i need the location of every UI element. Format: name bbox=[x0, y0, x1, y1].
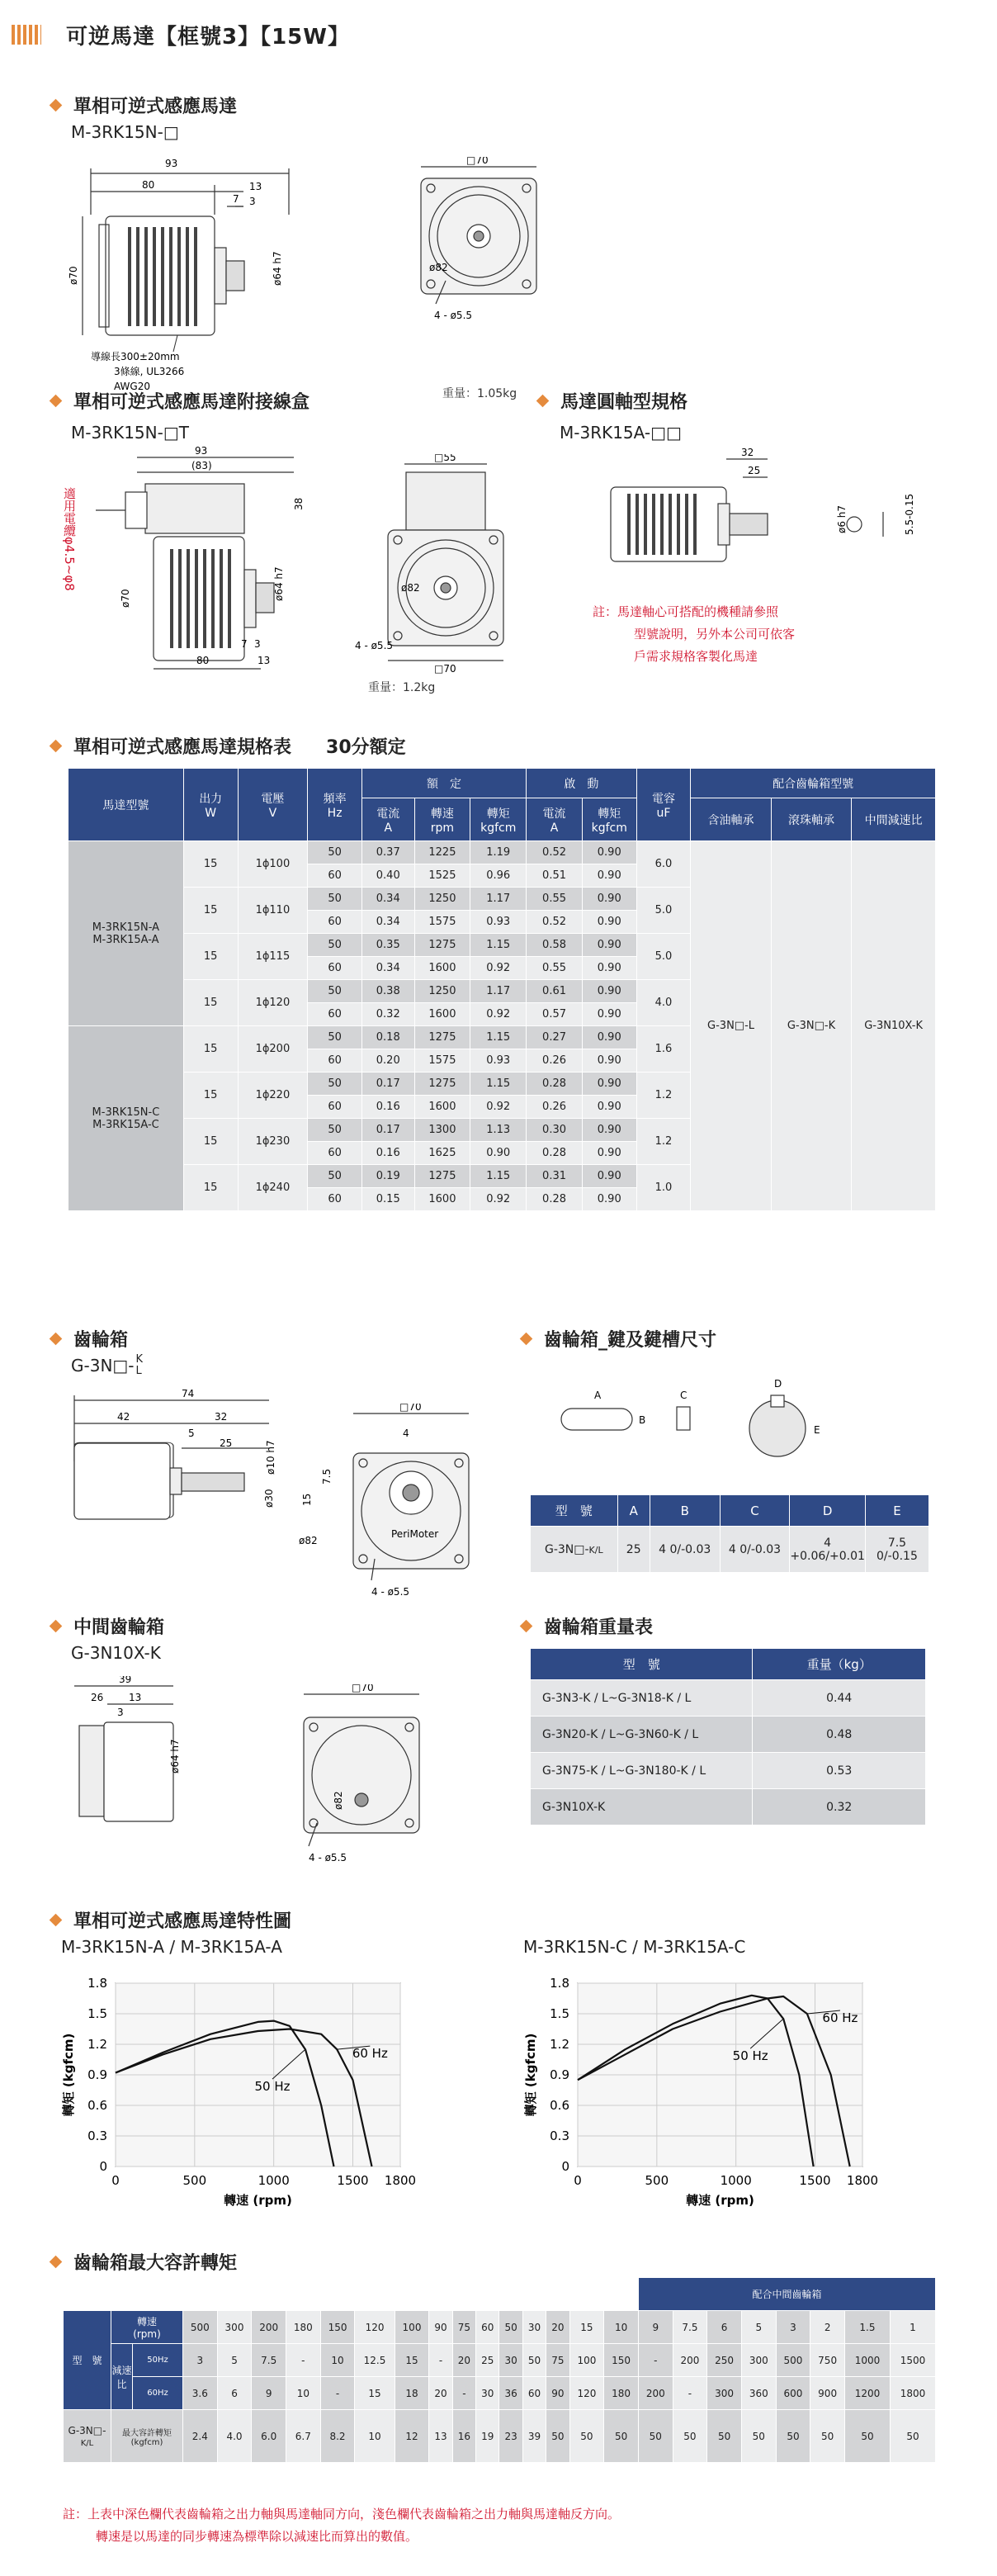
diamond-icon bbox=[50, 1914, 63, 1927]
dim-hole: 4 - ø5.5 bbox=[371, 1586, 410, 1598]
dim-39: 39 bbox=[119, 1676, 132, 1685]
dim-25: 25 bbox=[220, 1437, 233, 1449]
key-table: 型 號 A B C D E G-3N□-K/L 25 4 0/-0.03 4 0/-0.03 4 +0.06/+0.01 7.5 0/-0.15 bbox=[530, 1494, 929, 1573]
dim-93: 93 bbox=[165, 158, 178, 169]
col-cap: 電容 uF bbox=[636, 769, 691, 841]
spec-model-group: M-3RK15N-A M-3RK15A-A bbox=[69, 841, 184, 1026]
motor-side-drawing bbox=[50, 149, 421, 396]
y-tick-label: 0.3 bbox=[550, 2129, 569, 2143]
dim-7: 7 bbox=[233, 193, 239, 205]
key-drawing bbox=[553, 1371, 850, 1478]
chart-1 bbox=[58, 1965, 454, 2213]
section-title-mid-gearbox: 中間齒輪箱 bbox=[51, 1613, 164, 1639]
spec-row: 60 0.34 1575 0.93 0.52 0.90 bbox=[69, 911, 936, 934]
x-tick-label: 1800 bbox=[846, 2173, 879, 2188]
dim-phi82: ø82 bbox=[429, 262, 448, 273]
diamond-icon bbox=[50, 99, 63, 112]
round-shaft-note: 註：馬達軸心可搭配的機種請參照 型號說明，另外本公司可依客 戶需求規格客製化馬達 bbox=[593, 604, 796, 664]
spec-model-group: M-3RK15N-C M-3RK15A-C bbox=[69, 1026, 184, 1211]
y-tick-label: 0.3 bbox=[87, 2129, 107, 2143]
chart-1-title: M-3RK15N-A / M-3RK15A-A bbox=[61, 1937, 282, 1957]
motor-front-drawing bbox=[388, 157, 578, 363]
torque-row: 減速比 50Hz 3 5 7.5 - 10 12.5 15 - 20 25 30 50 75 100 150 - 200 250 300 500 750 1000 1500 bbox=[64, 2344, 936, 2377]
x-tick-label: 500 bbox=[182, 2173, 207, 2188]
mid-gearbox-side-drawing bbox=[58, 1676, 223, 1833]
section-title-gearbox: 齒輪箱 bbox=[51, 1326, 128, 1352]
wire-line-2: 3條線, UL3266 bbox=[114, 366, 185, 377]
brand-logo: PeriMoter bbox=[391, 1528, 439, 1540]
weight-row: G-3N75-K / L~G-3N180-K / L 0.53 bbox=[531, 1753, 926, 1789]
dim-80: 80 bbox=[196, 655, 210, 666]
dim-5: 5 bbox=[188, 1428, 195, 1439]
torque-row: G-3N□-K/L 最大容許轉矩 (kgfcm) 2.4 4.0 6.0 6.7 8.2 10 12 13 16 19 23 39 50 50 50 50 50 50 50 50 50 50 50 bbox=[64, 2410, 936, 2463]
footnote: 註：上表中深色欄代表齒輪箱之出力軸與馬達軸同方向，淺色欄代表齒輪箱之出力軸與馬達軸反方向。 轉速是以馬達的同步轉速為標準除以減速比而算出的數值。 bbox=[63, 2507, 621, 2544]
dim-sq70: □70 bbox=[434, 663, 456, 675]
gearbox-model: G-3N□- K L bbox=[71, 1353, 144, 1377]
dim-32: 32 bbox=[215, 1411, 228, 1423]
y-tick-label: 0 bbox=[99, 2159, 107, 2174]
header-bars-icon bbox=[12, 25, 41, 45]
motor-box-side-drawing bbox=[46, 446, 310, 677]
x-axis-label: 轉速 (rpm) bbox=[224, 2193, 292, 2208]
dim-phi6: ø6 h7 bbox=[836, 504, 848, 533]
spec-row: 60 0.15 1600 0.92 0.28 0.90 bbox=[69, 1188, 936, 1211]
spec-row: 15 1ϕ115 50 0.35 1275 1.15 0.58 0.90 5.0 bbox=[69, 934, 936, 957]
round-shaft-model: M-3RK15A-□□ bbox=[560, 423, 682, 443]
section-title-curves: 單相可逆式感應馬達特性圖 bbox=[51, 1907, 291, 1933]
x-tick-label: 500 bbox=[645, 2173, 669, 2188]
y-tick-label: 0.9 bbox=[87, 2067, 107, 2082]
key-label-b: B bbox=[639, 1414, 646, 1426]
diamond-icon bbox=[50, 740, 63, 753]
spec-row: 60 0.16 1600 0.92 0.26 0.90 bbox=[69, 1096, 936, 1119]
col-volt: 電壓 V bbox=[238, 769, 308, 841]
dim-25: 25 bbox=[748, 465, 761, 476]
diamond-icon bbox=[536, 395, 550, 408]
y-tick-label: 0.6 bbox=[87, 2098, 107, 2113]
torque-row: 配合中間齒輪箱 bbox=[64, 2278, 936, 2311]
dim-13: 13 bbox=[129, 1692, 142, 1703]
section-title-weight: 齒輪箱重量表 bbox=[522, 1613, 653, 1639]
col-freq: 頻率 Hz bbox=[308, 769, 362, 841]
dim-phi82: ø82 bbox=[333, 1791, 344, 1810]
spec-gear-cell: G-3N□-L bbox=[691, 841, 771, 1211]
weight-table: 型 號 重量（kg） G-3N3-K / L~G-3N18-K / L 0.44 G-3N20-K / L~G-3N60-K / L 0.48 G-3N75-K / L~G-3N180-K / L 0.53 G-3N10X-K 0.32 bbox=[530, 1648, 926, 1825]
torque-row: 60Hz 3.6 6 9 10 - 15 18 20 - 30 36 60 90 120 180 200 - 300 360 600 900 1200 1800 bbox=[64, 2377, 936, 2410]
dim-phi64: ø64 h7 bbox=[169, 1739, 181, 1773]
dim-3: 3 bbox=[254, 638, 261, 650]
dim-7: 7 bbox=[241, 638, 248, 650]
dim-13: 13 bbox=[258, 655, 271, 666]
dim-13: 13 bbox=[249, 181, 262, 192]
diamond-icon bbox=[50, 1333, 63, 1346]
dim-phi82: ø82 bbox=[401, 582, 420, 594]
dim-3: 3 bbox=[117, 1707, 124, 1718]
motor-box-weight: 重量：1.2kg bbox=[368, 681, 436, 694]
y-tick-label: 0.6 bbox=[550, 2098, 569, 2113]
y-tick-label: 1.2 bbox=[87, 2037, 107, 2052]
dim-26: 26 bbox=[91, 1692, 104, 1703]
y-tick-label: 0.9 bbox=[550, 2067, 569, 2082]
col-start: 啟 動 bbox=[527, 769, 636, 798]
dim-phi64: ø64 h7 bbox=[273, 566, 285, 601]
torque-table bbox=[63, 2277, 936, 2463]
key-label-d: D bbox=[774, 1378, 782, 1390]
diamond-icon bbox=[50, 2256, 63, 2269]
gearbox-front-drawing bbox=[295, 1404, 510, 1602]
col-rated: 額 定 bbox=[361, 769, 526, 798]
dim-phi64: ø64 h7 bbox=[272, 251, 283, 286]
x-tick-label: 1800 bbox=[384, 2173, 417, 2188]
spec-row: 60 0.40 1525 0.96 0.51 0.90 bbox=[69, 864, 936, 888]
spec-row: 15 1ϕ120 50 0.38 1250 1.17 0.61 0.90 4.0 bbox=[69, 980, 936, 1003]
weight-row: G-3N3-K / L~G-3N18-K / L 0.44 bbox=[531, 1680, 926, 1717]
dim-4: 4 bbox=[403, 1428, 409, 1439]
y-axis-label: 轉矩 (kgfcm) bbox=[523, 2033, 538, 2117]
spec-row: 60 0.34 1600 0.92 0.55 0.90 bbox=[69, 957, 936, 980]
dim-sq70: □70 bbox=[352, 1684, 374, 1693]
dim-hole: 4 - ø5.5 bbox=[434, 310, 473, 321]
dim-83: (83) bbox=[191, 460, 212, 471]
y-tick-label: 1.5 bbox=[87, 2006, 107, 2021]
spec-row: 15 1ϕ240 50 0.19 1275 1.15 0.31 0.90 1.0 bbox=[69, 1165, 936, 1188]
chart-2 bbox=[520, 1965, 916, 2213]
spec-row: 60 0.16 1625 0.90 0.28 0.90 bbox=[69, 1142, 936, 1165]
spec-row: 15 1ϕ230 50 0.17 1300 1.13 0.30 0.90 1.2 bbox=[69, 1119, 936, 1142]
dim-74: 74 bbox=[182, 1388, 195, 1399]
diamond-icon bbox=[520, 1333, 533, 1346]
spec-row: 60 0.20 1575 0.93 0.26 0.90 bbox=[69, 1049, 936, 1073]
series-label: 60 Hz bbox=[822, 2010, 858, 2025]
spec-gear-cell: G-3N10X-K bbox=[852, 841, 936, 1211]
weight-row: G-3N10X-K 0.32 bbox=[531, 1789, 926, 1825]
key-label-c: C bbox=[680, 1390, 688, 1401]
dim-phi82: ø82 bbox=[299, 1535, 318, 1546]
spec-row: M-3RK15N-A M-3RK15A-A 15 1ϕ100 50 0.37 1225 1.19 0.52 0.90 6.0 G-3N□-L G-3N□-K G-3N10X-K bbox=[69, 841, 936, 864]
round-shaft-drawing bbox=[594, 446, 924, 570]
y-tick-label: 0 bbox=[561, 2159, 569, 2174]
spec-row: M-3RK15N-C M-3RK15A-C 15 1ϕ200 50 0.18 1275 1.15 0.27 0.90 1.6 bbox=[69, 1026, 936, 1049]
key-label-a: A bbox=[594, 1390, 602, 1401]
dim-phi70: ø70 bbox=[68, 266, 79, 285]
motor-model: M-3RK15N-□ bbox=[71, 122, 179, 142]
motor-weight: 重量：1.05kg bbox=[442, 387, 517, 400]
dim-32: 32 bbox=[741, 447, 754, 458]
dim-15: 15 bbox=[301, 1493, 313, 1506]
weight-row: G-3N20-K / L~G-3N60-K / L 0.48 bbox=[531, 1717, 926, 1753]
series-label: 50 Hz bbox=[732, 2048, 768, 2064]
dim-75: 7.5 bbox=[321, 1468, 333, 1485]
page-header bbox=[12, 18, 350, 51]
page-title: 可逆馬達【框號3】【15W】 bbox=[66, 24, 350, 50]
spec-table: 馬達型號 出力 W 電壓 V 頻率 Hz 額 定 啟 動 電容 uF 配合齒輪箱型號 電流 A 轉速 rpm 轉矩 kgfcm 電流 A 轉矩 kgfcm 含油軸承 滾珠軸承 中間減速比 M-3RK15N-A M-3RK15A-A 15 1ϕ100 50 0.37 1225 1.19 0.52 0.90 6.0 G-3N□-L G-3N□-K G-3N10X-K 60 0.40 1525 0.96 0.51 0.90 15 1ϕ110 50 0.34 1250 1.17 0.55 0.90 5.0 60 0.34 1575 0.93 0.52 0.90 15 1ϕ115 50 0.35 1275 1.15 0.58 0.90 5.0 60 0.34 1600 0.92 0.55 0.90 15 1ϕ120 50 0.38 1250 1.17 0.61 0.90 4.0 60 0.32 1600 0.92 0.57 0.90 M-3RK15N-C M-3RK15A-C 15 1ϕ200 50 0.18 1275 1.15 0.27 0.90 1.6 60 0.20 1575 0.93 0.26 0.90 15 1ϕ220 50 0.17 1275 1.15 0.28 0.90 1.2 60 0.16 1600 0.92 0.26 0.90 15 1ϕ230 50 0.17 1300 1.13 0.30 0.90 1.2 60 0.16 1625 0.90 0.28 0.90 15 1ϕ240 50 0.19 1275 1.15 0.31 0.90 1.0 60 0.15 1600 0.92 0.28 0.90 bbox=[68, 768, 936, 1211]
torque-row: 型 號 轉速 (rpm) 500 300 200 180 150 120 100 90 75 60 50 30 20 15 10 9 7.5 6 5 3 2 1.5 1 bbox=[64, 2311, 936, 2344]
diamond-icon bbox=[50, 1620, 63, 1633]
y-tick-label: 1.8 bbox=[87, 1976, 107, 1991]
section-title-spec: 單相可逆式感應馬達規格表 30分額定 bbox=[51, 733, 406, 759]
y-tick-label: 1.8 bbox=[550, 1976, 569, 1991]
wire-line-1: 導線長300±20mm bbox=[91, 351, 180, 362]
wire-line-3: AWG20 bbox=[114, 381, 150, 392]
dim-55: 5.5-0.15 bbox=[904, 493, 915, 535]
dim-sq70: □70 bbox=[466, 157, 489, 166]
series-label: 60 Hz bbox=[352, 2046, 388, 2062]
gearbox-side-drawing bbox=[58, 1387, 305, 1560]
diamond-icon bbox=[50, 395, 63, 408]
x-tick-label: 1000 bbox=[720, 2173, 752, 2188]
x-tick-label: 1000 bbox=[258, 2173, 290, 2188]
x-tick-label: 1500 bbox=[337, 2173, 369, 2188]
dim-hole: 4 - ø5.5 bbox=[309, 1852, 347, 1863]
dim-38: 38 bbox=[293, 497, 305, 510]
mid-gearbox-front-drawing bbox=[281, 1684, 479, 1874]
dim-phi70: ø70 bbox=[120, 589, 131, 608]
x-axis-label: 轉速 (rpm) bbox=[686, 2193, 754, 2208]
dim-80: 80 bbox=[142, 179, 155, 191]
key-label-e: E bbox=[814, 1424, 820, 1436]
section-title-torque: 齒輪箱最大容許轉矩 bbox=[51, 2249, 237, 2275]
section-title-round-shaft: 馬達圓軸型規格 bbox=[538, 388, 688, 414]
y-axis-label: 轉矩 (kgfcm) bbox=[61, 2033, 76, 2117]
cable-note: 適用電纜φ4.5~φ8 bbox=[62, 487, 77, 591]
motor-box-model: M-3RK15N-□T bbox=[71, 423, 189, 443]
x-tick-label: 0 bbox=[111, 2173, 120, 2188]
chart-2-title: M-3RK15N-C / M-3RK15A-C bbox=[523, 1937, 746, 1957]
dim-phi30: ø30 bbox=[263, 1489, 275, 1508]
spec-gear-cell: G-3N□-K bbox=[771, 841, 851, 1211]
series-label: 50 Hz bbox=[254, 2079, 291, 2095]
col-model: 馬達型號 bbox=[69, 769, 184, 841]
section-title-motor-box: 單相可逆式感應馬達附接線盒 bbox=[51, 388, 309, 414]
dim-hole: 4 - ø5.5 bbox=[355, 640, 394, 651]
dim-phi10: ø10 h7 bbox=[265, 1440, 276, 1475]
mid-gearbox-model: G-3N10X-K bbox=[71, 1643, 161, 1663]
y-tick-label: 1.2 bbox=[550, 2037, 569, 2052]
spec-row: 15 1ϕ110 50 0.34 1250 1.17 0.55 0.90 5.0 bbox=[69, 888, 936, 911]
y-tick-label: 1.5 bbox=[550, 2006, 569, 2021]
dim-3: 3 bbox=[249, 196, 256, 207]
dim-93: 93 bbox=[195, 446, 208, 457]
spec-row: 15 1ϕ220 50 0.17 1275 1.15 0.28 0.90 1.2 bbox=[69, 1073, 936, 1096]
spec-row: 60 0.32 1600 0.92 0.57 0.90 bbox=[69, 1003, 936, 1026]
x-tick-label: 1500 bbox=[799, 2173, 831, 2188]
dim-sq70: □70 bbox=[399, 1404, 422, 1413]
section-title-key: 齒輪箱_鍵及鍵槽尺寸 bbox=[522, 1326, 716, 1352]
x-tick-label: 0 bbox=[574, 2173, 582, 2188]
dim-42: 42 bbox=[117, 1411, 130, 1423]
diamond-icon bbox=[520, 1620, 533, 1633]
col-gear: 配合齒輪箱型號 bbox=[691, 769, 936, 798]
col-output: 出力 W bbox=[183, 769, 238, 841]
section-title-motor: 單相可逆式感應馬達 bbox=[51, 92, 237, 118]
motor-box-front-drawing bbox=[355, 454, 536, 677]
dim-sq55: □55 bbox=[434, 454, 456, 463]
